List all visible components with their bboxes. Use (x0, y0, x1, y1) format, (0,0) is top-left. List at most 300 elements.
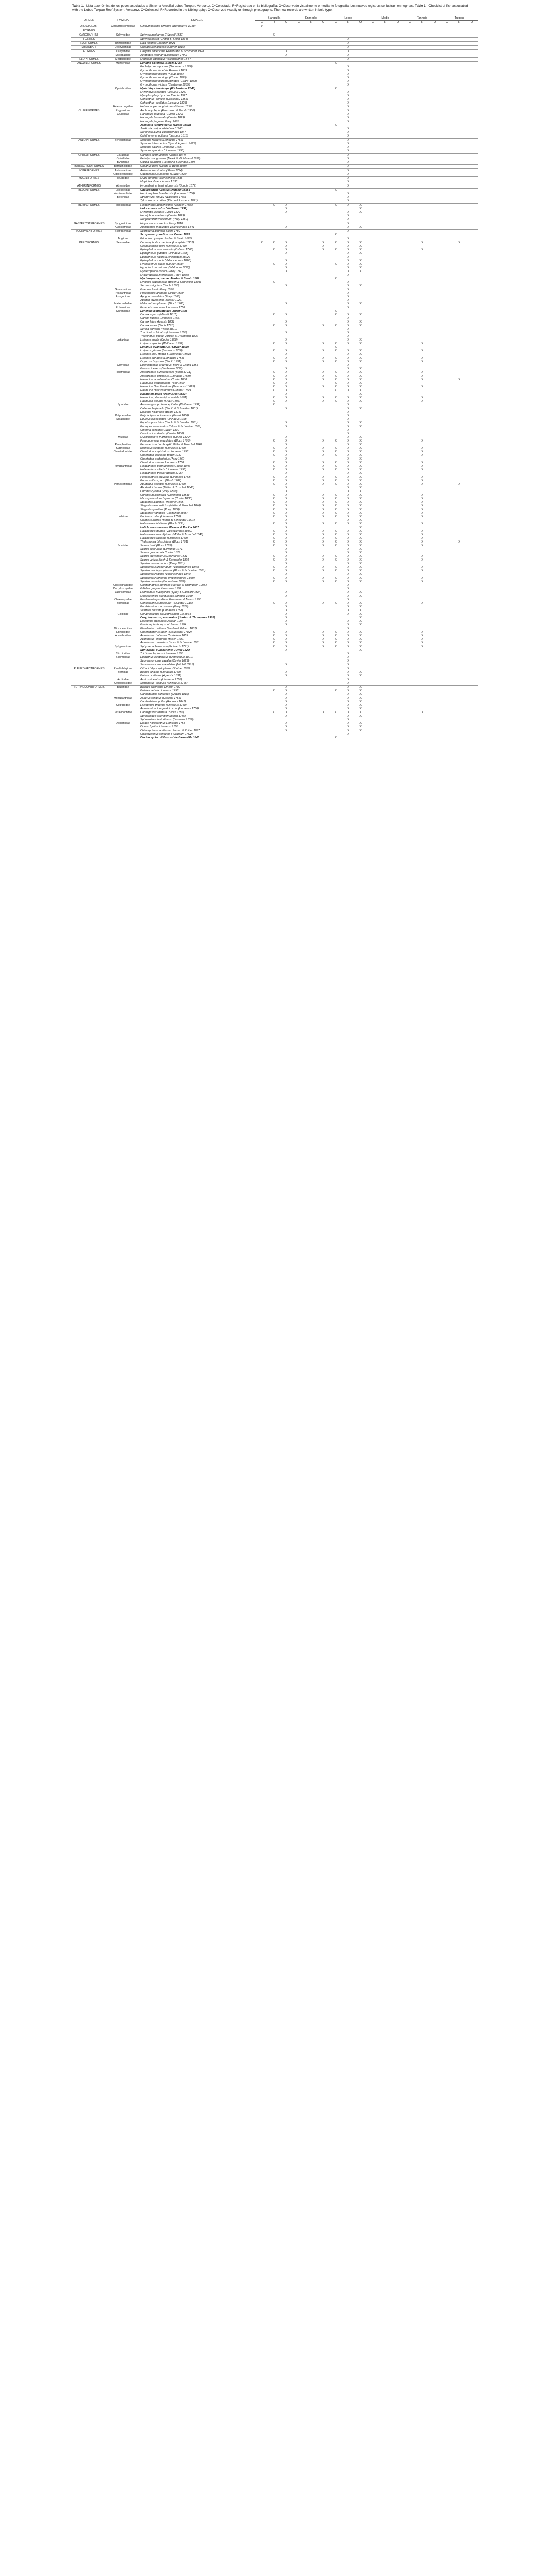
cell-mark: X (347, 199, 349, 202)
cell-especie: Gymnothorax miliaris (Kaup 1856) (140, 72, 184, 76)
cell-mark (305, 192, 317, 196)
cell-mark (317, 382, 330, 385)
cell-familia (107, 425, 139, 429)
cell-mark (268, 138, 280, 142)
cell-familia (107, 263, 139, 266)
cell-mark (391, 109, 404, 113)
cell-mark (391, 382, 404, 385)
cell-mark (280, 627, 293, 631)
cell-mark (305, 598, 317, 602)
table-row (71, 245, 478, 248)
cell-mark: X (359, 360, 362, 363)
cell-mark: X (347, 670, 349, 674)
cell-mark (453, 439, 466, 443)
cell-mark (404, 49, 416, 54)
cell-mark: X (359, 725, 362, 728)
cell-especie: Sparisoma chrysopterum (Bloch & Schneider 1801) (140, 569, 206, 572)
cell-mark (466, 544, 478, 548)
cell-especie: Opisthonema oglinum (Lesueur 1818) (140, 134, 188, 138)
cell-mark (379, 69, 391, 73)
cell-especie: Lutjanus analis (Cuvier 1828) (140, 338, 178, 342)
table-row (71, 533, 478, 537)
cell-mark (354, 57, 367, 61)
cell-especie: Heteroconger longissimus Günther 1870 (140, 105, 192, 108)
cell-mark (317, 113, 330, 116)
cell-mark: X (359, 536, 362, 540)
header-reef-group: Lobos (330, 15, 367, 20)
cell-mark (391, 134, 404, 139)
cell-mark (305, 704, 317, 707)
cell-mark (441, 620, 453, 623)
cell-mark (293, 288, 305, 292)
cell-mark (255, 490, 268, 494)
cell-mark: X (322, 536, 324, 540)
cell-mark (280, 678, 293, 682)
cell-mark (330, 196, 342, 199)
cell-mark (416, 101, 428, 105)
cell-mark (441, 310, 453, 313)
cell-especie: Canthidermis sufflamen (Mitchill 1815) (140, 692, 190, 696)
cell-mark (466, 704, 478, 707)
cell-mark: X (285, 700, 287, 703)
cell-mark (255, 382, 268, 385)
cell-mark (255, 638, 268, 641)
header-sub-col: C (441, 20, 453, 25)
cell-mark (317, 411, 330, 414)
cell-familia (107, 331, 139, 335)
cell-mark (293, 149, 305, 154)
cell-mark (367, 663, 379, 667)
cell-mark: X (347, 65, 349, 69)
cell-mark: X (273, 479, 275, 482)
cell-mark (404, 663, 416, 667)
cell-mark (453, 494, 466, 497)
cell-mark (367, 61, 379, 65)
cell-mark (466, 722, 478, 725)
cell-familia (107, 407, 139, 411)
cell-mark: X (421, 461, 423, 464)
table-row (71, 310, 478, 313)
cell-familia (107, 411, 139, 414)
cell-orden (71, 595, 107, 598)
cell-mark (391, 584, 404, 587)
cell-mark (268, 284, 280, 288)
cell-mark (280, 173, 293, 177)
cell-mark (404, 519, 416, 522)
cell-mark (342, 277, 354, 281)
cell-mark (441, 270, 453, 274)
cell-orden (71, 418, 107, 421)
cell-mark (268, 245, 280, 248)
cell-mark (453, 461, 466, 465)
cell-mark (379, 682, 391, 686)
cell-mark: X (347, 630, 349, 634)
cell-mark (404, 105, 416, 109)
cell-mark (305, 494, 317, 497)
cell-mark (293, 310, 305, 313)
cell-mark (379, 472, 391, 476)
cell-mark (255, 537, 268, 540)
cell-mark (280, 277, 293, 281)
table-row (71, 173, 478, 177)
cell-mark (354, 164, 367, 168)
cell-mark (268, 436, 280, 439)
cell-mark (367, 281, 379, 284)
cell-mark (404, 41, 416, 45)
cell-mark (404, 342, 416, 346)
cell-especie: Opsanus beta (Goode & Bean 1880) (139, 164, 255, 168)
cell-mark (330, 83, 342, 87)
cell-mark (330, 214, 342, 218)
table-row (71, 613, 478, 616)
cell-familia: Dactyloscopidae (113, 587, 133, 590)
cell-mark: X (335, 641, 337, 645)
cell-mark (391, 634, 404, 638)
cell-orden (71, 393, 107, 396)
cell-mark (428, 400, 441, 403)
cell-mark: X (273, 554, 275, 558)
cell-mark (404, 584, 416, 587)
cell-mark (305, 168, 317, 173)
cell-mark (255, 270, 268, 274)
cell-mark (453, 157, 466, 161)
cell-mark (379, 584, 391, 587)
cell-especie: Emblemaria pandionis Evermann & Marsh 1900 (140, 598, 201, 601)
cell-mark: X (335, 536, 337, 540)
cell-mark: X (421, 630, 423, 634)
cell-mark: X (285, 511, 287, 515)
table-row (71, 490, 478, 494)
cell-mark (453, 382, 466, 385)
cell-mark (416, 382, 428, 385)
cell-mark: X (421, 710, 423, 714)
cell-mark: X (347, 130, 349, 134)
cell-familia (107, 259, 139, 263)
cell-mark (404, 33, 416, 37)
cell-mark (305, 432, 317, 436)
cell-mark (268, 457, 280, 461)
cell-mark (404, 127, 416, 131)
cell-mark (255, 558, 268, 562)
cell-mark (293, 634, 305, 638)
cell-mark (268, 659, 280, 663)
cell-mark (293, 211, 305, 214)
cell-mark (428, 454, 441, 457)
cell-mark (466, 324, 478, 328)
cell-mark (367, 389, 379, 393)
cell-especie: Pareques acuminatus (Bloch & Schneider 1801) (140, 425, 202, 428)
cell-mark (416, 142, 428, 146)
cell-mark (441, 142, 453, 146)
cell-mark (268, 109, 280, 113)
cell-mark (367, 284, 379, 288)
cell-familia: Bythitidae (117, 160, 129, 164)
cell-mark (255, 436, 268, 439)
cell-mark: X (285, 244, 287, 248)
cell-mark (441, 566, 453, 569)
cell-mark (466, 577, 478, 580)
cell-mark: X (322, 497, 324, 500)
cell-mark (255, 252, 268, 256)
cell-mark (466, 425, 478, 429)
cell-mark (416, 667, 428, 671)
cell-mark (280, 317, 293, 320)
cell-mark: X (347, 486, 349, 489)
cell-mark (416, 652, 428, 656)
cell-mark (453, 526, 466, 530)
cell-mark (391, 211, 404, 214)
cell-mark (466, 80, 478, 83)
cell-mark (367, 725, 379, 729)
cell-mark (453, 512, 466, 515)
cell-mark (317, 652, 330, 656)
cell-mark (293, 116, 305, 120)
cell-familia (107, 429, 139, 432)
cell-mark (466, 385, 478, 389)
cell-mark (280, 222, 293, 226)
table-row (71, 49, 478, 54)
cell-mark (404, 87, 416, 91)
cell-mark (428, 149, 441, 154)
cell-mark (441, 689, 453, 693)
cell-mark: X (285, 518, 287, 522)
cell-mark: X (359, 399, 362, 403)
cell-mark (367, 450, 379, 454)
cell-mark (379, 161, 391, 165)
cell-mark: X (322, 580, 324, 583)
cell-mark (330, 652, 342, 656)
cell-mark (317, 168, 330, 173)
cell-mark (293, 663, 305, 667)
cell-mark (268, 65, 280, 69)
cell-mark (255, 729, 268, 733)
cell-especie: Achirus lineatus (Linnaeus 1758) (140, 677, 182, 681)
cell-orden (71, 367, 107, 371)
cell-mark (293, 83, 305, 87)
cell-familia (107, 131, 139, 134)
cell-mark: X (359, 378, 362, 381)
cell-mark (367, 146, 379, 149)
cell-mark (391, 375, 404, 378)
cell-mark: X (273, 493, 275, 497)
cell-mark (330, 674, 342, 678)
cell-mark (466, 389, 478, 393)
table-row (71, 127, 478, 131)
cell-mark (280, 161, 293, 165)
cell-mark: X (273, 482, 275, 486)
cell-mark: X (322, 634, 324, 637)
cell-mark (330, 80, 342, 83)
cell-orden (71, 591, 107, 595)
cell-mark (268, 656, 280, 659)
cell-mark (330, 620, 342, 623)
cell-especie: Caranx latus Agassiz 1831 (140, 320, 175, 324)
cell-mark (391, 667, 404, 671)
cell-mark (466, 558, 478, 562)
table-row (71, 461, 478, 465)
cell-orden (71, 54, 107, 58)
cell-mark (416, 627, 428, 631)
cell-especie: Synodus intermedius (Spix & Agassiz 1829) (140, 142, 196, 145)
cell-mark (317, 41, 330, 45)
cell-mark (441, 281, 453, 284)
cell-mark: X (421, 533, 423, 536)
cell-mark (354, 288, 367, 292)
cell-mark (354, 432, 367, 436)
cell-mark (466, 548, 478, 551)
cell-mark (453, 693, 466, 697)
cell-mark (466, 461, 478, 465)
table-row (71, 733, 478, 736)
cell-mark (428, 192, 441, 196)
cell-mark (404, 248, 416, 252)
cell-mark (317, 432, 330, 436)
cell-mark (428, 450, 441, 454)
cell-mark (293, 613, 305, 616)
cell-mark (466, 49, 478, 54)
table-row (71, 65, 478, 69)
cell-mark (317, 663, 330, 667)
cell-mark (428, 569, 441, 573)
cell-familia (107, 214, 139, 218)
cell-mark (379, 533, 391, 537)
cell-mark (293, 25, 305, 29)
cell-mark (255, 54, 268, 58)
cell-mark: X (359, 551, 362, 554)
cell-mark (466, 29, 478, 33)
cell-orden (71, 566, 107, 569)
cell-mark (428, 490, 441, 494)
cell-mark (317, 37, 330, 41)
cell-mark (293, 324, 305, 328)
cell-mark (293, 718, 305, 722)
cell-mark (428, 443, 441, 447)
cell-mark (293, 295, 305, 299)
cell-especie: Scorpaena grandicornis Cuvier 1829 (140, 233, 190, 236)
cell-especie: Scarus iseri (Bloch 1789) (140, 544, 173, 547)
cell-mark (268, 317, 280, 320)
cell-mark (330, 98, 342, 101)
cell-mark (255, 157, 268, 161)
cell-mark (416, 725, 428, 729)
cell-mark (330, 623, 342, 627)
cell-mark (416, 168, 428, 173)
cell-mark (268, 605, 280, 609)
cell-mark (367, 317, 379, 320)
cell-mark (441, 396, 453, 400)
cell-familia: Kyphosidae (116, 446, 130, 450)
cell-mark (330, 270, 342, 274)
cell-mark: X (347, 479, 349, 482)
cell-mark (379, 45, 391, 49)
cell-especie: Elacatinus oceanops Jordan 1904 (140, 619, 184, 623)
cell-familia (107, 357, 139, 360)
cell-mark (280, 41, 293, 45)
cell-mark (255, 371, 268, 375)
cell-mark (428, 367, 441, 371)
cell-mark (268, 627, 280, 631)
cell-especie: Pempheris schomburgkii Müller & Troschel 1848 (140, 443, 202, 446)
cell-mark (317, 120, 330, 124)
header-reef-group: Tuxpan (441, 15, 478, 20)
cell-mark (404, 515, 416, 519)
cell-mark (441, 288, 453, 292)
cell-mark (441, 306, 453, 310)
cell-mark (404, 378, 416, 382)
table-row (71, 331, 478, 335)
cell-orden (71, 180, 107, 184)
cell-orden (71, 551, 107, 555)
cell-familia: Ginglymostomatidae (111, 25, 135, 28)
cell-mark (330, 403, 342, 407)
table-row (71, 725, 478, 729)
cell-mark (404, 317, 416, 320)
cell-mark: X (285, 421, 287, 425)
cell-mark (330, 562, 342, 566)
cell-mark (255, 671, 268, 674)
cell-familia: Engraulidae (107, 109, 139, 113)
cell-mark (404, 450, 416, 454)
table-row (71, 479, 478, 483)
cell-mark (441, 342, 453, 346)
cell-mark (428, 439, 441, 443)
cell-mark: X (347, 214, 349, 217)
cell-especie: Echeneis neucratoides Zuiew 1786 (140, 309, 188, 313)
cell-mark (255, 685, 268, 689)
cell-mark: X (347, 316, 349, 320)
cell-mark (367, 659, 379, 663)
cell-mark (367, 685, 379, 689)
cell-mark (441, 501, 453, 504)
cell-mark (428, 555, 441, 558)
table-row (71, 573, 478, 577)
cell-mark: X (342, 168, 354, 173)
cell-mark (428, 266, 441, 270)
cell-mark (293, 436, 305, 439)
cell-mark (293, 450, 305, 454)
cell-mark (441, 353, 453, 357)
cell-orden: ANGUILLIFORMES (71, 61, 107, 65)
cell-mark: X (285, 266, 287, 269)
cell-mark (305, 331, 317, 335)
cell-mark (354, 403, 367, 407)
cell-mark (268, 57, 280, 61)
cell-mark (255, 573, 268, 577)
table-row (71, 284, 478, 288)
cell-mark (441, 124, 453, 127)
cell-mark (280, 76, 293, 80)
cell-mark (305, 353, 317, 357)
cell-mark: X (359, 547, 362, 551)
cell-mark (441, 540, 453, 544)
cell-especie: Epinephelus itajara (Lichtenstein 1822) (140, 255, 190, 259)
cell-mark (367, 105, 379, 109)
cell-mark (416, 551, 428, 555)
cell-mark (317, 736, 330, 740)
cell-mark (367, 292, 379, 295)
cell-mark (391, 320, 404, 324)
cell-mark (428, 241, 441, 245)
cell-mark (255, 101, 268, 105)
cell-mark: X (335, 475, 337, 479)
cell-familia (107, 248, 139, 252)
cell-mark: X (285, 439, 287, 443)
cell-mark (391, 468, 404, 472)
table-row (71, 623, 478, 627)
cell-especie: Hypoatherina harringtonensis (Goode 1877) (139, 184, 255, 188)
cell-mark (441, 494, 453, 497)
cell-mark (293, 447, 305, 450)
